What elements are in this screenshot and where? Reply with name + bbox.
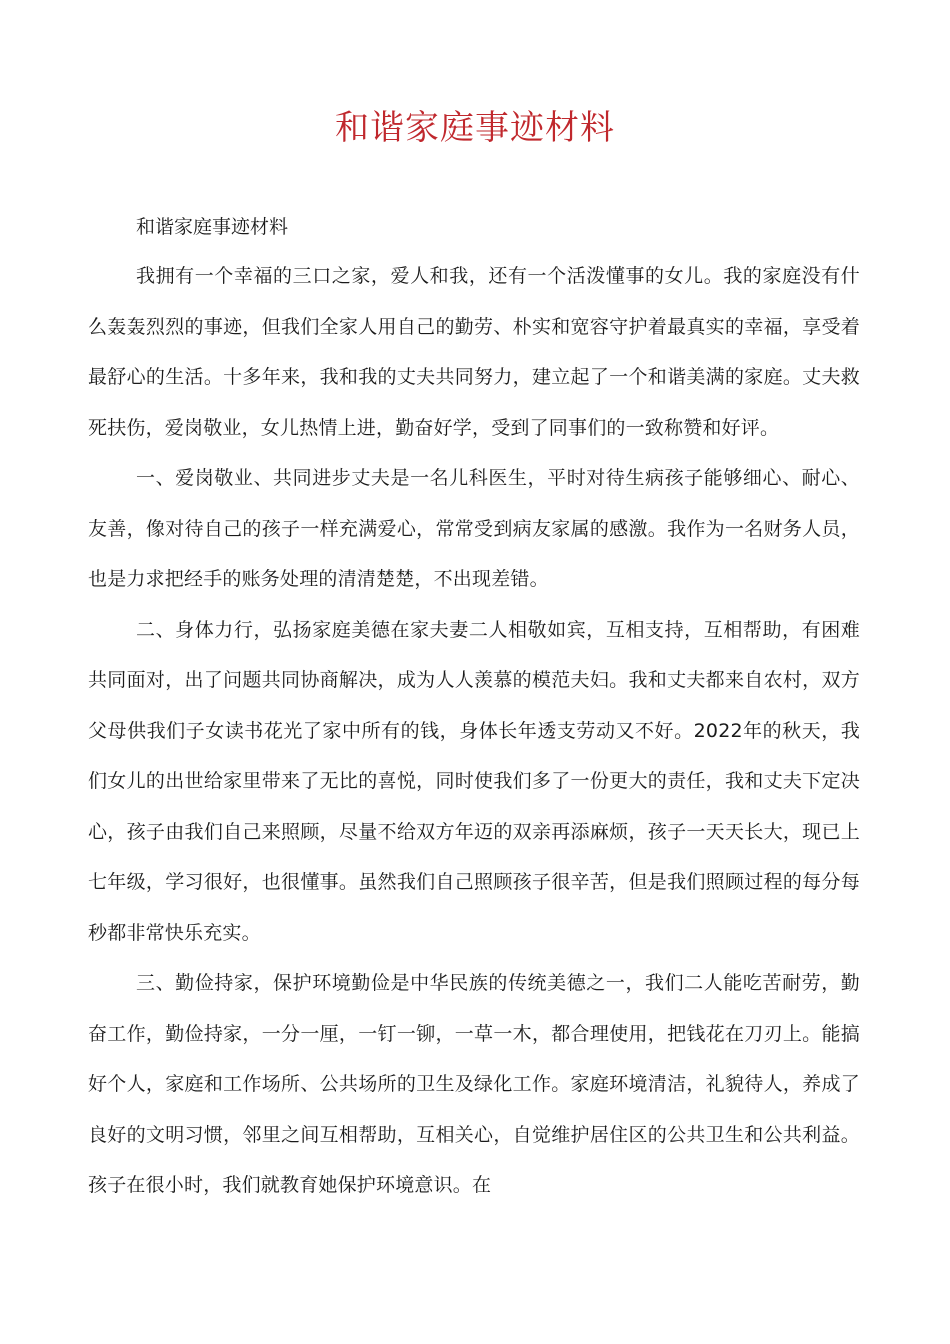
- document-title: 和谐家庭事迹材料: [335, 108, 615, 148]
- paragraph-section-2: 二、身体力行，弘扬家庭美德在家夫妻二人相敬如宾，互相支持，互相帮助，有困难共同面对，出了问题共同协商解决，成为人人羡慕的模范夫妇。我和丈夫都来自农村，双方父母供我们子女读书花光了家中所有的钱，身体长年透支劳动又不好。2022年的秋天，我们女儿的出世给家里带来了无比的喜悦，同时使我们多了一份更大的责任，我和丈夫下定决心，孩子由我们自己来照顾，尽量不给双方年迈的双亲再添麻烦，孩子一天天长大，现已上七年级，学习很好，也很懂事。虽然我们自己照顾孩子很辛苦，但是我们照顾过程的每分每秒都非常快乐充实。: [88, 618, 860, 944]
- paragraph-intro: 我拥有一个幸福的三口之家，爱人和我，还有一个活泼懂事的女儿。我的家庭没有什么轰轰烈烈的事迹，但我们全家人用自己的勤劳、朴实和宽容守护着最真实的幸福，享受着最舒心的生活。十多年来，我和我的丈夫共同努力，建立起了一个和谐美满的家庭。丈夫救死扶伤，爱岗敬业，女儿热情上进，勤奋好学，受到了同事们的一致称赞和好评。: [88, 265, 860, 439]
- paragraph-section-1: 一、爱岗敬业、共同进步丈夫是一名儿科医生，平时对待生病孩子能够细心、耐心、友善，像对待自己的孩子一样充满爱心，常常受到病友家属的感激。我作为一名财务人员，也是力求把经手的账务处理的清清楚楚，不出现差错。: [88, 467, 860, 590]
- document-body: [88, 203, 860, 1211]
- document-subtitle: 和谐家庭事迹材料: [136, 216, 289, 238]
- paragraph-section-3: 三、勤俭持家，保护环境勤俭是中华民族的传统美德之一，我们二人能吃苦耐劳，勤奋工作，勤俭持家，一分一厘，一钉一铆，一草一木，都合理使用，把钱花在刀刃上。能搞好个人，家庭和工作场所、公共场所的卫生及绿化工作。家庭环境清洁，礼貌待人，养成了良好的文明习惯，邻里之间互相帮助，互相关心，自觉维护居住区的公共卫生和公共利益。孩子在很小时，我们就教育她保护环境意识。在: [88, 972, 860, 1196]
